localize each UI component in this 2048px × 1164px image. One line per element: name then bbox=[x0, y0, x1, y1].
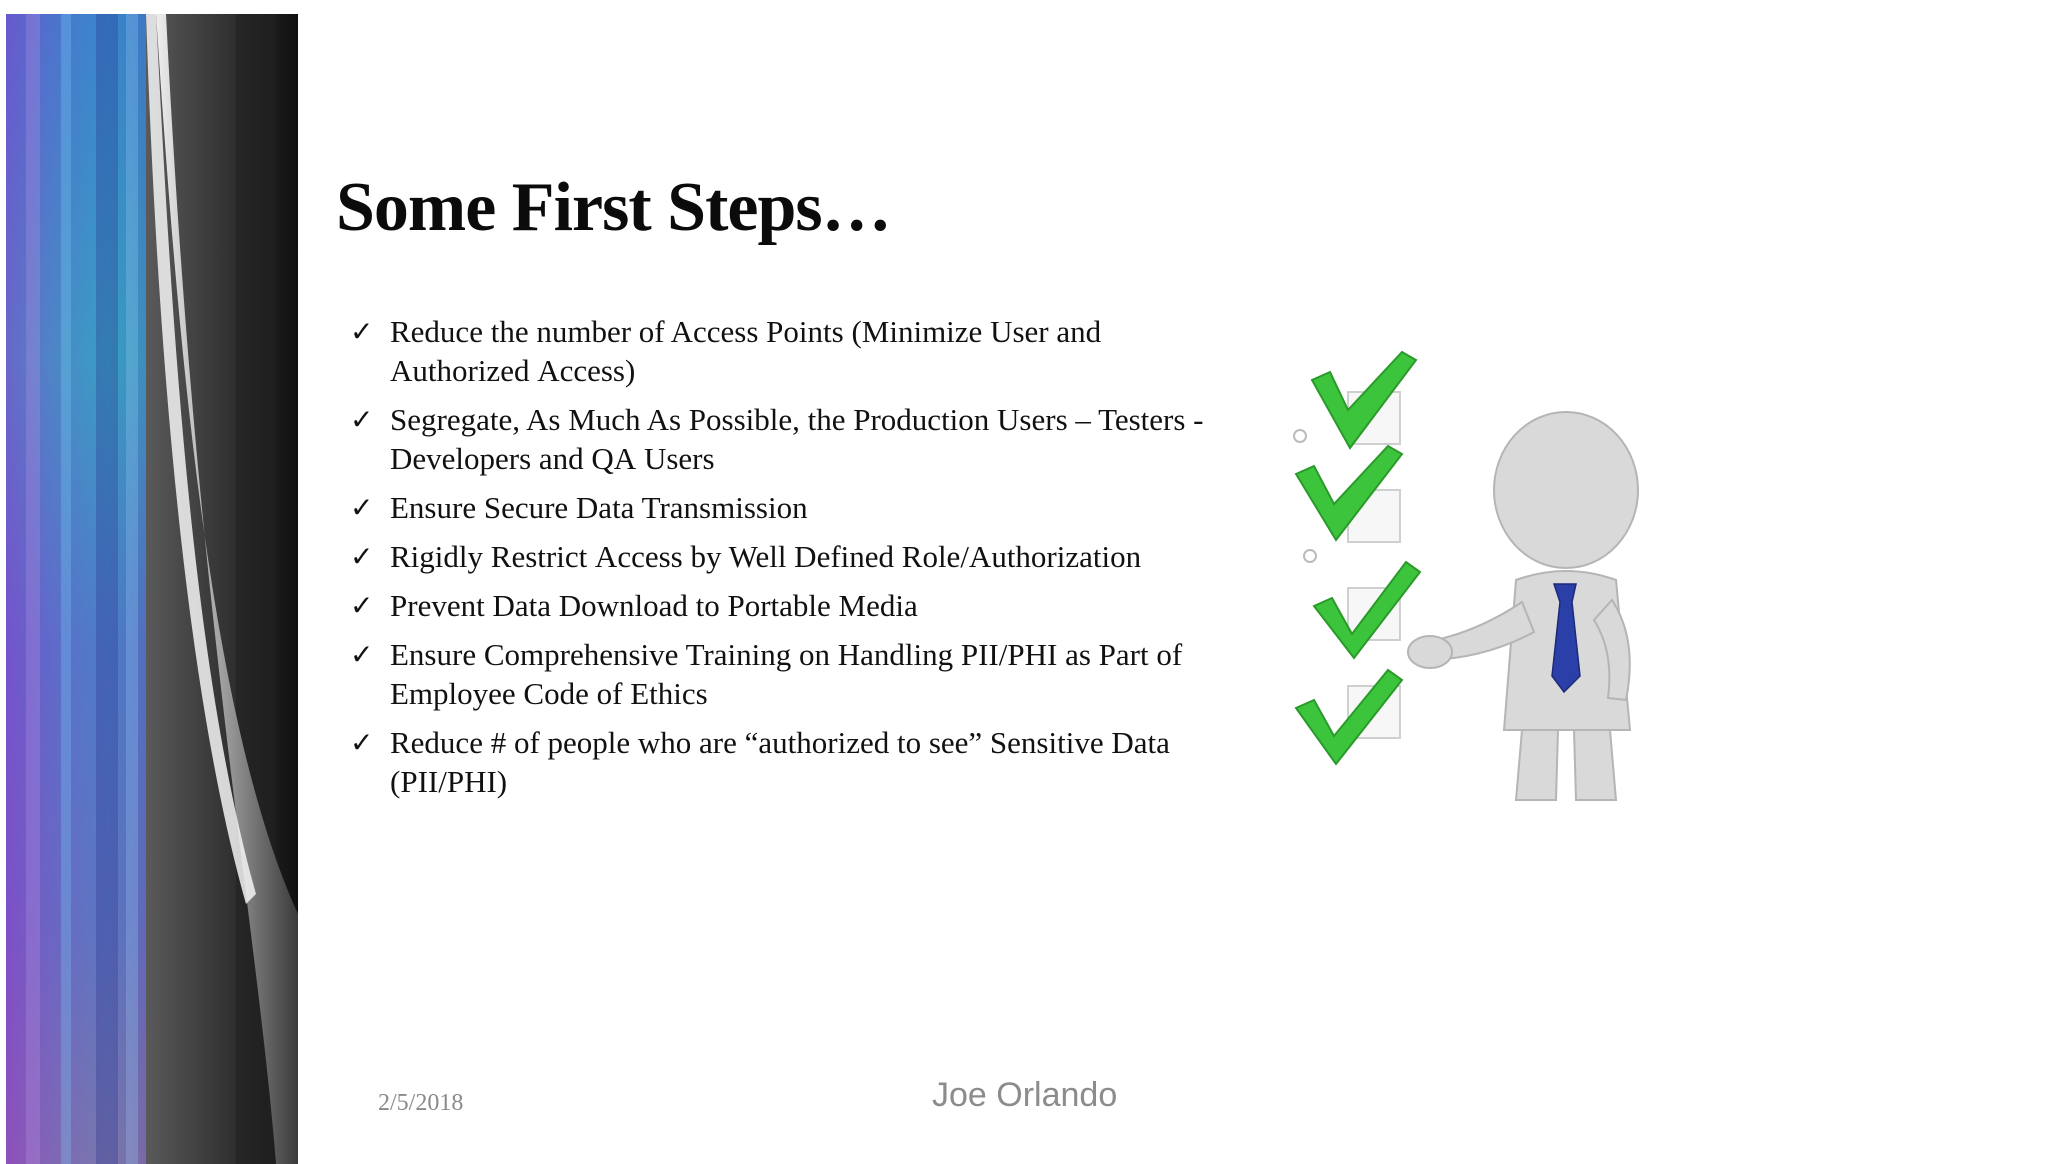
checkmark-icon: ✓ bbox=[350, 315, 374, 348]
bullet-text: Reduce the number of Access Points (Minimize User and Authorized Access) bbox=[390, 314, 1102, 388]
bullet-item bbox=[350, 635, 1210, 713]
checklist-figure-illustration bbox=[1290, 340, 1680, 825]
checkmark-icon: ✓ bbox=[350, 589, 374, 622]
bullet-text: Prevent Data Download to Portable Media bbox=[390, 588, 918, 623]
checkmark-icon: ✓ bbox=[350, 540, 374, 573]
footer-date: 2/5/2018 bbox=[378, 1090, 464, 1116]
footer-author: Joe Orlando bbox=[932, 1076, 1118, 1114]
bullet-text: Ensure Comprehensive Training on Handling PII/PHI as Part of Employee Code of Ethics bbox=[390, 637, 1183, 711]
checkmark-icon: ✓ bbox=[350, 638, 374, 671]
checkmark-icon: ✓ bbox=[350, 726, 374, 759]
checkmark-icon: ✓ bbox=[350, 403, 374, 436]
bullet-item bbox=[350, 723, 1210, 801]
bullet-text: Ensure Secure Data Transmission bbox=[390, 490, 808, 525]
bullet-item bbox=[350, 586, 1210, 625]
decorative-side-banner bbox=[6, 14, 298, 1164]
bullet-list bbox=[350, 312, 1210, 811]
bullet-item bbox=[350, 312, 1210, 390]
bullet-item bbox=[350, 537, 1210, 576]
bullet-item bbox=[350, 488, 1210, 527]
slide-title: Some First Steps… bbox=[336, 169, 891, 246]
bullet-text: Rigidly Restrict Access by Well Defined Role/Authorization bbox=[390, 539, 1142, 574]
bullet-text: Segregate, As Much As Possible, the Production Users – Testers - Developers and QA Users bbox=[390, 402, 1204, 476]
bullet-text: Reduce # of people who are “authorized to see” Sensitive Data (PII/PHI) bbox=[390, 725, 1170, 799]
checkmark-icon: ✓ bbox=[350, 491, 374, 524]
bullet-item bbox=[350, 400, 1210, 478]
